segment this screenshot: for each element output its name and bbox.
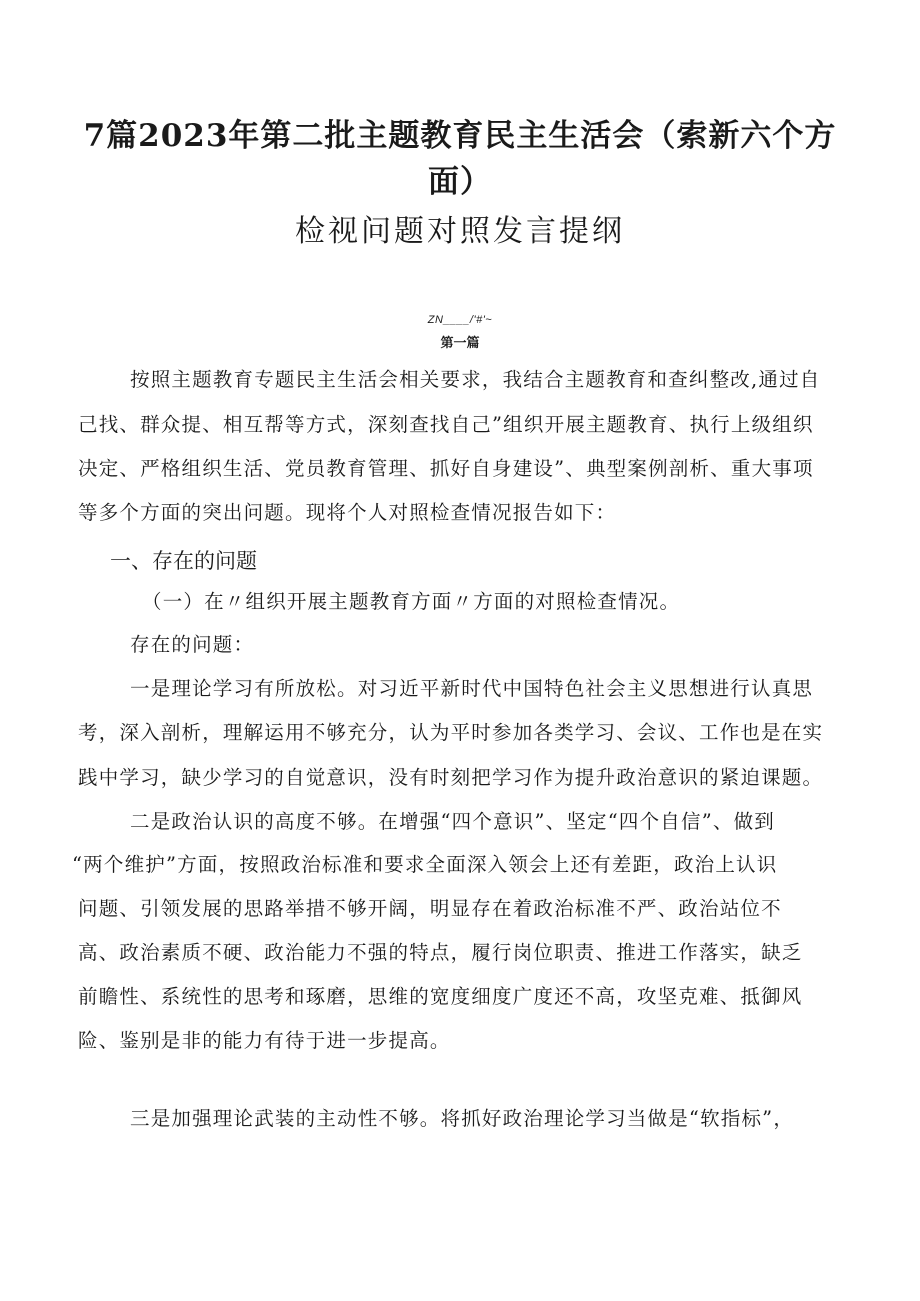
- point2-line-6: 险、鉴别是非的能力有待于进一步提高。: [78, 1029, 451, 1052]
- point1-line-1: 一是理论学习有所放松。对习近平新时代中国特色社会主义思想进行认真思: [130, 677, 814, 700]
- doc-title-line-1: 7篇2023年第二批主题教育民主生活会（索新六个方: [83, 118, 837, 154]
- intro-line-4: 等多个方面的突出问题。现将个人对照检查情况报告如下：: [78, 501, 617, 524]
- problems-label: 存在的问题：: [130, 633, 255, 656]
- point2-line-1: 二是政治认识的高度不够。在增强“四个意识”、坚定“四个自信”、做到: [130, 810, 775, 833]
- point2-line-4: 高、政治素质不硬、政治能力不强的特点，履行岗位职责、推进工作落实，缺乏: [78, 941, 803, 964]
- section-heading-1: 一、存在的问题: [110, 550, 257, 573]
- point2-line-2: “两个维护”方面，按照政治标准和要求全面深入领会上还有差距，政治上认识: [72, 853, 778, 876]
- intro-line-2: 己找、群众提、相互帮等方式，深刻查找自己”组织开展主题教育、执行上级组织: [78, 413, 814, 436]
- doc-subtitle: 检视问题对照发言提纲: [295, 214, 625, 249]
- doc-title-line-2: 面）: [428, 164, 492, 200]
- point1-line-2: 考，深入剖析，理解运用不够充分，认为平时参加各类学习、会议、工作也是在实: [78, 721, 824, 744]
- point2-line-3: 问题、引领发展的思路举措不够开阔，明显存在着政治标准不严、政治站位不: [78, 897, 782, 920]
- point1-line-3: 践中学习，缺少学习的自觉意识，没有时刻把学习作为提升政治意识的紧迫课题。: [78, 766, 824, 789]
- intro-line-3: 决定、严格组织生活、党员教育管理、抓好自身建设”、典型案例剖析、重大事项: [78, 457, 814, 480]
- garbled-text: ZN____/'#'~: [427, 314, 493, 326]
- point2-line-5: 前瞻性、系统性的思考和琢磨，思维的宽度细度广度还不高，攻坚克难、抵御风: [78, 985, 803, 1008]
- part-label: 第一篇: [440, 335, 480, 350]
- subheading-1: （一）在〃组织开展主题教育方面〃方面的对照检查情况。: [142, 590, 681, 613]
- intro-line-1: 按照主题教育专题民主生活会相关要求，我结合主题教育和查纠整改,通过自: [130, 368, 821, 391]
- point3-line-1: 三是加强理论武装的主动性不够。将抓好政治理论学习当做是“软指标”，: [130, 1107, 795, 1130]
